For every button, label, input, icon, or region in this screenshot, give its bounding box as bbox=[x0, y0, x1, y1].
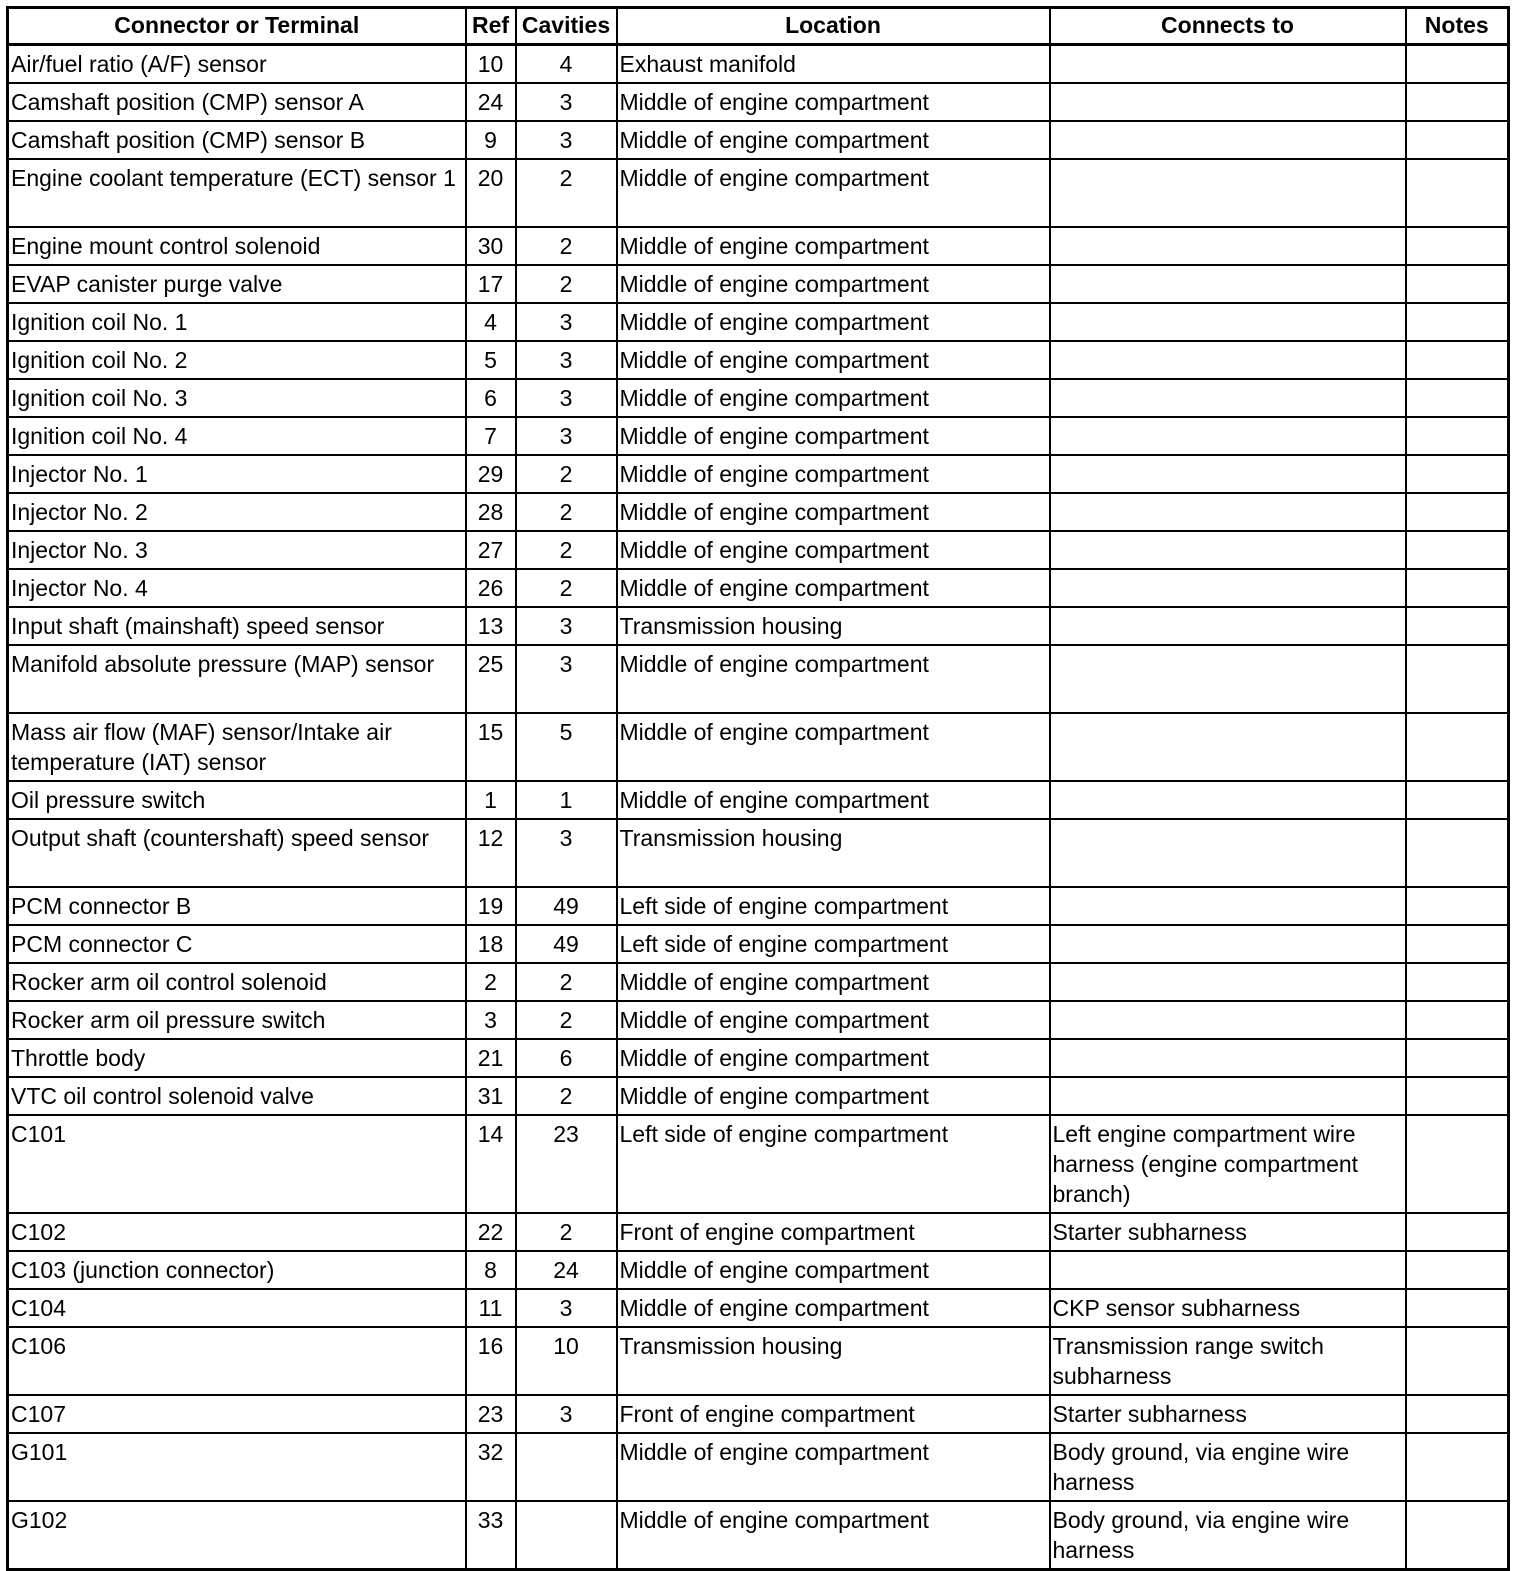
cell-connects-to bbox=[1050, 265, 1406, 303]
cell-location: Middle of engine compartment bbox=[617, 713, 1050, 781]
cell-location: Transmission housing bbox=[617, 607, 1050, 645]
cell-notes bbox=[1406, 341, 1509, 379]
cell-connects-to bbox=[1050, 159, 1406, 227]
cell-connects-to bbox=[1050, 303, 1406, 341]
cell-connector: Injector No. 3 bbox=[8, 531, 466, 569]
table-row bbox=[8, 531, 1509, 569]
table-row bbox=[8, 159, 1509, 227]
cell-location: Middle of engine compartment bbox=[617, 227, 1050, 265]
cell-notes bbox=[1406, 1115, 1509, 1213]
cell-cavities: 2 bbox=[516, 455, 617, 493]
cell-cavities: 3 bbox=[516, 1289, 617, 1327]
cell-connector: Output shaft (countershaft) speed sensor bbox=[8, 819, 466, 887]
table-row bbox=[8, 1251, 1509, 1289]
table-row bbox=[8, 781, 1509, 819]
cell-connector: Manifold absolute pressure (MAP) sensor bbox=[8, 645, 466, 713]
table-row bbox=[8, 1289, 1509, 1327]
cell-location: Middle of engine compartment bbox=[617, 1001, 1050, 1039]
cell-connector: C107 bbox=[8, 1395, 466, 1433]
table-row bbox=[8, 45, 1509, 84]
cell-cavities: 10 bbox=[516, 1327, 617, 1395]
cell-ref: 29 bbox=[466, 455, 516, 493]
cell-cavities: 2 bbox=[516, 1213, 617, 1251]
cell-location: Left side of engine compartment bbox=[617, 1115, 1050, 1213]
cell-connector: Oil pressure switch bbox=[8, 781, 466, 819]
cell-ref: 12 bbox=[466, 819, 516, 887]
cell-ref: 15 bbox=[466, 713, 516, 781]
cell-connector: C104 bbox=[8, 1289, 466, 1327]
cell-cavities: 3 bbox=[516, 1395, 617, 1433]
cell-ref: 9 bbox=[466, 121, 516, 159]
cell-notes bbox=[1406, 379, 1509, 417]
cell-notes bbox=[1406, 1213, 1509, 1251]
cell-ref: 21 bbox=[466, 1039, 516, 1077]
cell-notes bbox=[1406, 1039, 1509, 1077]
cell-connector: G102 bbox=[8, 1501, 466, 1570]
cell-connects-to bbox=[1050, 819, 1406, 887]
table-row bbox=[8, 341, 1509, 379]
cell-cavities: 3 bbox=[516, 645, 617, 713]
cell-notes bbox=[1406, 455, 1509, 493]
cell-cavities: 3 bbox=[516, 417, 617, 455]
cell-location: Middle of engine compartment bbox=[617, 493, 1050, 531]
cell-location: Middle of engine compartment bbox=[617, 1039, 1050, 1077]
table-header-row bbox=[8, 8, 1509, 45]
cell-notes bbox=[1406, 569, 1509, 607]
cell-ref: 4 bbox=[466, 303, 516, 341]
cell-cavities: 1 bbox=[516, 781, 617, 819]
cell-notes bbox=[1406, 925, 1509, 963]
table-row bbox=[8, 303, 1509, 341]
cell-cavities: 6 bbox=[516, 1039, 617, 1077]
cell-connects-to bbox=[1050, 417, 1406, 455]
cell-ref: 14 bbox=[466, 1115, 516, 1213]
table-row bbox=[8, 455, 1509, 493]
cell-cavities: 5 bbox=[516, 713, 617, 781]
cell-connects-to bbox=[1050, 1001, 1406, 1039]
cell-ref: 31 bbox=[466, 1077, 516, 1115]
cell-connects-to bbox=[1050, 531, 1406, 569]
table-row bbox=[8, 1001, 1509, 1039]
cell-connects-to: Left engine compartment wire harness (engine compartment branch) bbox=[1050, 1115, 1406, 1213]
cell-connector: C106 bbox=[8, 1327, 466, 1395]
cell-connects-to: Transmission range switch subharness bbox=[1050, 1327, 1406, 1395]
cell-ref: 16 bbox=[466, 1327, 516, 1395]
cell-location: Transmission housing bbox=[617, 819, 1050, 887]
cell-connects-to bbox=[1050, 645, 1406, 713]
cell-connects-to bbox=[1050, 45, 1406, 84]
cell-notes bbox=[1406, 1251, 1509, 1289]
table-row bbox=[8, 645, 1509, 713]
cell-connector: Injector No. 4 bbox=[8, 569, 466, 607]
cell-cavities: 3 bbox=[516, 341, 617, 379]
cell-ref: 17 bbox=[466, 265, 516, 303]
cell-location: Middle of engine compartment bbox=[617, 531, 1050, 569]
cell-connects-to bbox=[1050, 1077, 1406, 1115]
table-row bbox=[8, 1395, 1509, 1433]
cell-cavities: 2 bbox=[516, 227, 617, 265]
cell-location: Middle of engine compartment bbox=[617, 455, 1050, 493]
cell-connector: G101 bbox=[8, 1433, 466, 1501]
cell-connects-to bbox=[1050, 887, 1406, 925]
cell-connects-to: Starter subharness bbox=[1050, 1213, 1406, 1251]
cell-connector: Rocker arm oil pressure switch bbox=[8, 1001, 466, 1039]
table-row bbox=[8, 925, 1509, 963]
cell-connects-to bbox=[1050, 781, 1406, 819]
cell-location: Transmission housing bbox=[617, 1327, 1050, 1395]
table-row bbox=[8, 819, 1509, 887]
cell-connects-to bbox=[1050, 963, 1406, 1001]
cell-connector: EVAP canister purge valve bbox=[8, 265, 466, 303]
table-row bbox=[8, 83, 1509, 121]
table-row bbox=[8, 569, 1509, 607]
cell-notes bbox=[1406, 303, 1509, 341]
cell-ref: 22 bbox=[466, 1213, 516, 1251]
cell-connects-to bbox=[1050, 569, 1406, 607]
cell-ref: 19 bbox=[466, 887, 516, 925]
cell-connector: Ignition coil No. 2 bbox=[8, 341, 466, 379]
cell-ref: 28 bbox=[466, 493, 516, 531]
cell-connects-to bbox=[1050, 83, 1406, 121]
cell-location: Middle of engine compartment bbox=[617, 569, 1050, 607]
cell-notes bbox=[1406, 531, 1509, 569]
cell-ref: 5 bbox=[466, 341, 516, 379]
cell-ref: 1 bbox=[466, 781, 516, 819]
table-row bbox=[8, 121, 1509, 159]
header-ref: Ref bbox=[466, 8, 516, 45]
cell-ref: 3 bbox=[466, 1001, 516, 1039]
cell-connector: PCM connector B bbox=[8, 887, 466, 925]
table-row bbox=[8, 1433, 1509, 1501]
cell-ref: 20 bbox=[466, 159, 516, 227]
cell-notes bbox=[1406, 1433, 1509, 1501]
cell-connector: Throttle body bbox=[8, 1039, 466, 1077]
cell-connects-to bbox=[1050, 713, 1406, 781]
cell-cavities: 2 bbox=[516, 265, 617, 303]
table-row bbox=[8, 1501, 1509, 1570]
header-connector: Connector or Terminal bbox=[8, 8, 466, 45]
cell-location: Middle of engine compartment bbox=[617, 645, 1050, 713]
cell-connects-to bbox=[1050, 455, 1406, 493]
cell-notes bbox=[1406, 1501, 1509, 1570]
cell-connects-to bbox=[1050, 493, 1406, 531]
cell-location: Middle of engine compartment bbox=[617, 159, 1050, 227]
cell-connector: Engine mount control solenoid bbox=[8, 227, 466, 265]
cell-connects-to: Body ground, via engine wire harness bbox=[1050, 1501, 1406, 1570]
table-row bbox=[8, 1327, 1509, 1395]
cell-location: Left side of engine compartment bbox=[617, 925, 1050, 963]
cell-ref: 8 bbox=[466, 1251, 516, 1289]
cell-notes bbox=[1406, 819, 1509, 887]
connector-table bbox=[6, 6, 1510, 1571]
cell-cavities: 2 bbox=[516, 963, 617, 1001]
cell-ref: 2 bbox=[466, 963, 516, 1001]
cell-location: Middle of engine compartment bbox=[617, 1077, 1050, 1115]
cell-cavities bbox=[516, 1501, 617, 1570]
cell-notes bbox=[1406, 417, 1509, 455]
cell-location: Middle of engine compartment bbox=[617, 1251, 1050, 1289]
cell-connects-to bbox=[1050, 341, 1406, 379]
cell-location: Middle of engine compartment bbox=[617, 1289, 1050, 1327]
cell-connects-to bbox=[1050, 607, 1406, 645]
cell-connector: PCM connector C bbox=[8, 925, 466, 963]
cell-ref: 30 bbox=[466, 227, 516, 265]
cell-connects-to bbox=[1050, 1251, 1406, 1289]
cell-notes bbox=[1406, 1077, 1509, 1115]
cell-notes bbox=[1406, 1327, 1509, 1395]
cell-cavities: 3 bbox=[516, 83, 617, 121]
cell-location: Middle of engine compartment bbox=[617, 1501, 1050, 1570]
cell-cavities: 2 bbox=[516, 1077, 617, 1115]
cell-location: Middle of engine compartment bbox=[617, 83, 1050, 121]
cell-ref: 32 bbox=[466, 1433, 516, 1501]
header-location: Location bbox=[617, 8, 1050, 45]
table-row bbox=[8, 713, 1509, 781]
cell-connector: Camshaft position (CMP) sensor B bbox=[8, 121, 466, 159]
cell-ref: 18 bbox=[466, 925, 516, 963]
cell-ref: 23 bbox=[466, 1395, 516, 1433]
cell-ref: 11 bbox=[466, 1289, 516, 1327]
cell-connector: Ignition coil No. 4 bbox=[8, 417, 466, 455]
cell-cavities: 2 bbox=[516, 493, 617, 531]
cell-location: Front of engine compartment bbox=[617, 1395, 1050, 1433]
cell-location: Left side of engine compartment bbox=[617, 887, 1050, 925]
cell-ref: 24 bbox=[466, 83, 516, 121]
cell-ref: 27 bbox=[466, 531, 516, 569]
cell-connector: Mass air flow (MAF) sensor/Intake air temperature (IAT) sensor bbox=[8, 713, 466, 781]
cell-location: Middle of engine compartment bbox=[617, 121, 1050, 159]
table-row bbox=[8, 265, 1509, 303]
cell-cavities bbox=[516, 1433, 617, 1501]
cell-notes bbox=[1406, 887, 1509, 925]
table-row bbox=[8, 1077, 1509, 1115]
cell-notes bbox=[1406, 227, 1509, 265]
cell-ref: 25 bbox=[466, 645, 516, 713]
cell-cavities: 3 bbox=[516, 303, 617, 341]
cell-location: Middle of engine compartment bbox=[617, 303, 1050, 341]
table-row bbox=[8, 607, 1509, 645]
cell-connects-to bbox=[1050, 227, 1406, 265]
table-row bbox=[8, 1039, 1509, 1077]
cell-notes bbox=[1406, 963, 1509, 1001]
cell-notes bbox=[1406, 713, 1509, 781]
cell-cavities: 4 bbox=[516, 45, 617, 84]
cell-ref: 26 bbox=[466, 569, 516, 607]
cell-notes bbox=[1406, 265, 1509, 303]
cell-notes bbox=[1406, 493, 1509, 531]
cell-connects-to bbox=[1050, 121, 1406, 159]
cell-connects-to bbox=[1050, 379, 1406, 417]
cell-connector: C101 bbox=[8, 1115, 466, 1213]
cell-location: Middle of engine compartment bbox=[617, 781, 1050, 819]
cell-notes bbox=[1406, 645, 1509, 713]
cell-connector: C103 (junction connector) bbox=[8, 1251, 466, 1289]
cell-connects-to bbox=[1050, 1039, 1406, 1077]
cell-location: Middle of engine compartment bbox=[617, 963, 1050, 1001]
table-row bbox=[8, 493, 1509, 531]
cell-connector: VTC oil control solenoid valve bbox=[8, 1077, 466, 1115]
cell-notes bbox=[1406, 607, 1509, 645]
cell-connector: Air/fuel ratio (A/F) sensor bbox=[8, 45, 466, 84]
cell-connects-to bbox=[1050, 925, 1406, 963]
table-row bbox=[8, 417, 1509, 455]
cell-notes bbox=[1406, 159, 1509, 227]
cell-notes bbox=[1406, 1289, 1509, 1327]
cell-cavities: 3 bbox=[516, 379, 617, 417]
table-row bbox=[8, 887, 1509, 925]
cell-cavities: 23 bbox=[516, 1115, 617, 1213]
cell-connector: Injector No. 2 bbox=[8, 493, 466, 531]
cell-notes bbox=[1406, 83, 1509, 121]
cell-location: Exhaust manifold bbox=[617, 45, 1050, 84]
cell-connects-to: CKP sensor subharness bbox=[1050, 1289, 1406, 1327]
cell-ref: 6 bbox=[466, 379, 516, 417]
cell-notes bbox=[1406, 121, 1509, 159]
cell-cavities: 2 bbox=[516, 569, 617, 607]
cell-ref: 10 bbox=[466, 45, 516, 84]
table-row bbox=[8, 1115, 1509, 1213]
header-cavities: Cavities bbox=[516, 8, 617, 45]
cell-connector: Ignition coil No. 3 bbox=[8, 379, 466, 417]
cell-location: Middle of engine compartment bbox=[617, 341, 1050, 379]
cell-ref: 33 bbox=[466, 1501, 516, 1570]
cell-notes bbox=[1406, 1001, 1509, 1039]
cell-location: Middle of engine compartment bbox=[617, 265, 1050, 303]
cell-location: Middle of engine compartment bbox=[617, 417, 1050, 455]
cell-connector: Engine coolant temperature (ECT) sensor 1 bbox=[8, 159, 466, 227]
cell-connector: Camshaft position (CMP) sensor A bbox=[8, 83, 466, 121]
cell-ref: 7 bbox=[466, 417, 516, 455]
table-row bbox=[8, 227, 1509, 265]
cell-connector: Ignition coil No. 1 bbox=[8, 303, 466, 341]
cell-cavities: 49 bbox=[516, 887, 617, 925]
cell-connector: C102 bbox=[8, 1213, 466, 1251]
cell-connects-to: Body ground, via engine wire harness bbox=[1050, 1433, 1406, 1501]
cell-cavities: 24 bbox=[516, 1251, 617, 1289]
cell-cavities: 3 bbox=[516, 819, 617, 887]
cell-connector: Injector No. 1 bbox=[8, 455, 466, 493]
cell-connector: Input shaft (mainshaft) speed sensor bbox=[8, 607, 466, 645]
table-row bbox=[8, 1213, 1509, 1251]
cell-location: Front of engine compartment bbox=[617, 1213, 1050, 1251]
cell-cavities: 49 bbox=[516, 925, 617, 963]
cell-location: Middle of engine compartment bbox=[617, 1433, 1050, 1501]
cell-cavities: 2 bbox=[516, 531, 617, 569]
header-connects-to: Connects to bbox=[1050, 8, 1406, 45]
table-body bbox=[8, 45, 1509, 1570]
cell-ref: 13 bbox=[466, 607, 516, 645]
cell-cavities: 2 bbox=[516, 1001, 617, 1039]
header-notes: Notes bbox=[1406, 8, 1509, 45]
cell-notes bbox=[1406, 1395, 1509, 1433]
cell-connector: Rocker arm oil control solenoid bbox=[8, 963, 466, 1001]
cell-cavities: 3 bbox=[516, 607, 617, 645]
cell-connects-to: Starter subharness bbox=[1050, 1395, 1406, 1433]
table-row bbox=[8, 963, 1509, 1001]
cell-cavities: 3 bbox=[516, 121, 617, 159]
cell-notes bbox=[1406, 45, 1509, 84]
cell-cavities: 2 bbox=[516, 159, 617, 227]
cell-notes bbox=[1406, 781, 1509, 819]
table-row bbox=[8, 379, 1509, 417]
cell-location: Middle of engine compartment bbox=[617, 379, 1050, 417]
